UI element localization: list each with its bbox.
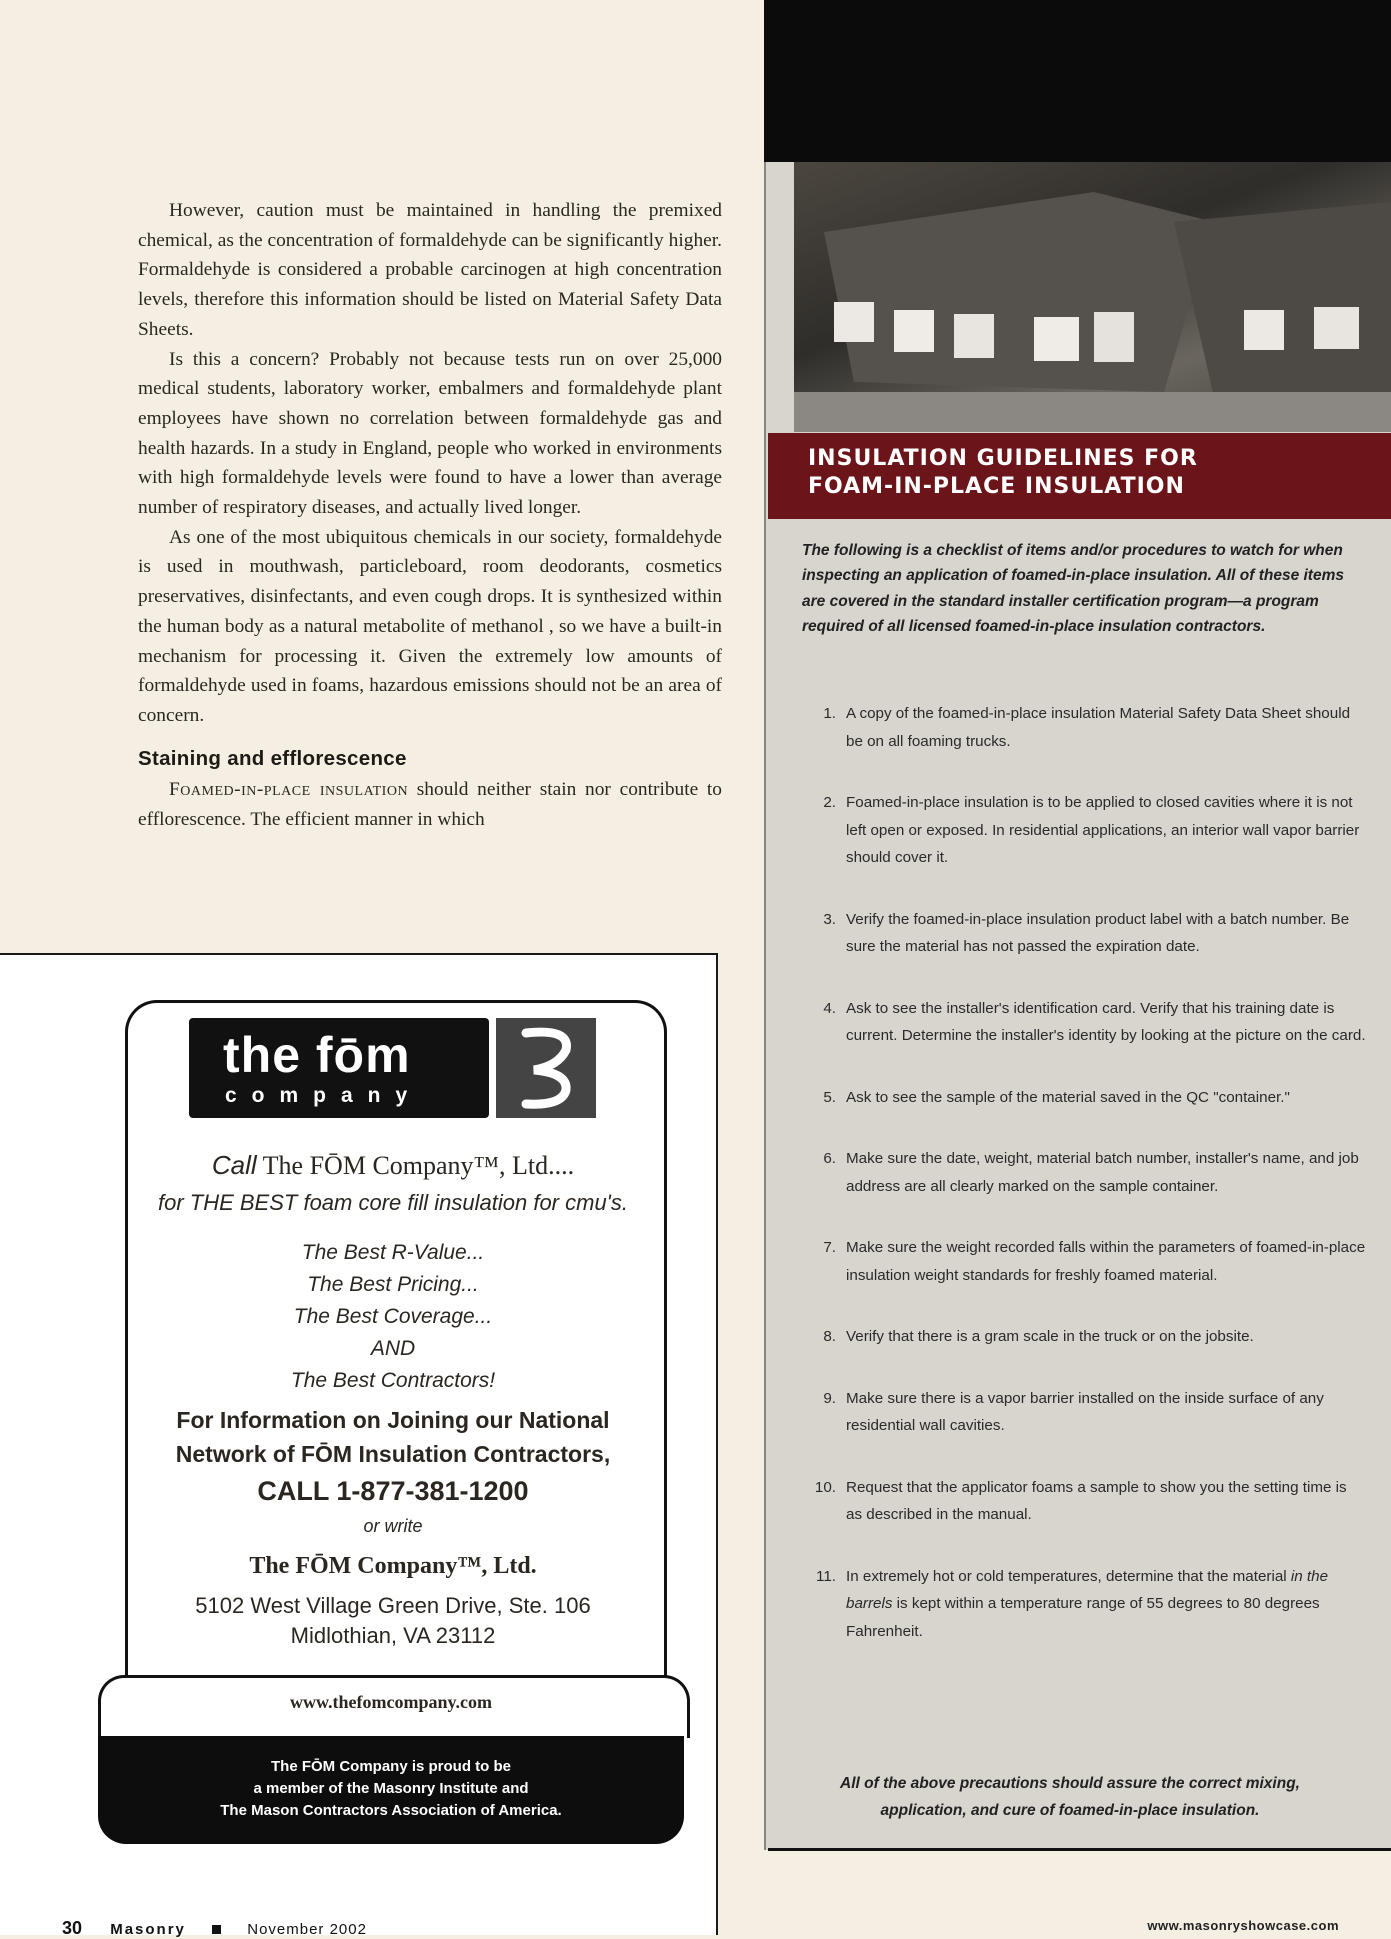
title-line: FOAM-IN-PLACE INSULATION <box>808 474 1185 499</box>
guidelines-checklist <box>806 700 1366 1679</box>
ad-call-line <box>128 1150 658 1181</box>
checklist-item <box>806 1385 1366 1440</box>
item-text: In extremely hot or cold temperatures, determine that the material <box>846 1567 1291 1585</box>
item-number: 3. <box>823 910 836 928</box>
logo-swirl-icon <box>496 1018 596 1118</box>
ad-company-name: The FŌM Company™, Ltd. <box>249 1553 537 1579</box>
paragraph-text: should neither stain nor contribute to efflorescence. The efficient manner in which <box>138 779 722 831</box>
item-text: Foamed-in-place insulation is to be applied to closed cavities where it is not left open or exposed. In residential applications, an interior wall vapor barrier should cover it. <box>846 794 1360 866</box>
article-paragraph: As one of the most ubiquitous chemicals in our society, formaldehyde is used in mouthwash, particleboard, room deodorants, cosmetics preservatives, disinfectants, and even cough drops. It is synthesized within the human body as a natural metabolite of methanol , so we have a built-in mechanism for processing it. Given the extremely low amounts of formaldehyde used in foams, hazardous emissions should not be an area of concern. <box>138 526 722 726</box>
page-number: 30 <box>62 1918 83 1938</box>
info-line: For Information on Joining our National <box>176 1407 610 1433</box>
logo-subtitle: company <box>225 1084 423 1107</box>
item-text: Make sure the date, weight, material batch number, installer's name, and job address are all clearly marked on the sample container. <box>846 1150 1359 1195</box>
item-text: Request that the applicator foams a sample to show you the setting time is as described in the manual. <box>846 1478 1347 1523</box>
article-paragraph: However, caution must be maintained in handling the premixed chemical, as the concentration of formaldehyde can be significantly higher. Formaldehyde is considered a probable carcinogen at high concentration levels, therefore this information should be listed on Material Safety Data Sheets. <box>138 200 722 340</box>
ad-bests-list <box>128 1237 658 1397</box>
item-text: is kept within a temperature range of 55 degrees to 80 degrees Fahrenheit. <box>846 1595 1320 1640</box>
article-column <box>138 196 722 835</box>
ad-footer-banner <box>98 1736 684 1844</box>
checklist-item <box>806 1145 1366 1200</box>
item-number: 10. <box>814 1478 836 1496</box>
item-text: Make sure there is a vapor barrier installed on the inside surface of any residential wall cavities. <box>846 1389 1324 1434</box>
item-text: Verify the foamed-in-place insulation product label with a batch number. Be sure the material has not passed the expiration date. <box>846 910 1350 955</box>
item-number: 11. <box>816 1567 836 1585</box>
site-url[interactable]: www.masonryshowcase.com <box>1147 1918 1339 1933</box>
issue-date: November 2002 <box>247 1921 367 1938</box>
footer-line: The FŌM Company is proud to be <box>271 1758 511 1775</box>
item-text-emphasis: in the barrels <box>846 1567 1329 1612</box>
sidebar-outro: All of the above precautions should assure the correct mixing, application, and cure of foamed-in-place insulation. <box>840 1775 1300 1819</box>
footer-line: a member of the Masonry Institute and <box>253 1780 529 1797</box>
item-text: Ask to see the sample of the material saved in the QC "container." <box>846 1088 1290 1106</box>
sidebar-title <box>768 433 1391 519</box>
item-text: Make sure the weight recorded falls within the parameters of foamed-in-place insulation weight standards for freshly foamed material. <box>846 1239 1366 1284</box>
magazine-name: Masonry <box>110 1921 186 1938</box>
call-word: Call <box>211 1150 257 1180</box>
item-number: 8. <box>823 1328 836 1345</box>
checklist-item <box>806 1323 1366 1351</box>
item-number: 4. <box>823 999 836 1017</box>
paragraph-lead-in: Foamed-in-place insulation <box>169 779 409 801</box>
call-company: The FŌM Company™, Ltd.... <box>262 1151 575 1180</box>
item-text: A copy of the foamed-in-place insulation Material Safety Data Sheet should be on all foaming trucks. <box>846 705 1351 750</box>
panel-bottom-rule <box>768 1848 1391 1851</box>
item-number: 6. <box>823 1150 836 1167</box>
item-number: 9. <box>823 1389 836 1407</box>
ad-info <box>128 1403 658 1471</box>
checklist-item <box>806 1474 1366 1529</box>
footer-line: The Mason Contractors Association of America. <box>220 1802 562 1819</box>
best-item: AND <box>370 1337 416 1360</box>
company-logo <box>189 1018 489 1118</box>
info-line: Network of FŌM Insulation Contractors, <box>175 1441 611 1467</box>
address-line: Midlothian, VA 23112 <box>290 1623 496 1648</box>
best-item: The Best Coverage... <box>293 1305 493 1328</box>
checklist-item <box>806 995 1366 1050</box>
checklist-item <box>806 906 1366 961</box>
item-text: Ask to see the installer's identification card. Verify that his training date is current. Determine the installer's identity by looking at the picture on the card. <box>846 999 1366 1044</box>
ad-website-link[interactable]: www.thefomcompany.com <box>290 1692 492 1712</box>
item-text: Verify that there is a gram scale in the truck or on the jobsite. <box>846 1328 1254 1345</box>
top-black-band <box>764 0 1391 162</box>
page-footer <box>62 1918 367 1939</box>
best-item: The Best Contractors! <box>290 1369 496 1392</box>
checklist-item <box>806 1084 1366 1112</box>
checklist-item <box>806 700 1366 755</box>
ad-address <box>128 1591 658 1651</box>
item-number: 5. <box>823 1088 836 1106</box>
section-heading: Staining and efflorescence <box>138 746 407 770</box>
item-number: 2. <box>823 794 836 811</box>
item-number: 1. <box>823 705 836 722</box>
article-paragraph: Is this a concern? Probably not because tests run on over 25,000 medical students, laboratory worker, embalmers and formaldehyde plant employees have shown no correlation between formaldehyde gas and health hazards. In a study in England, people who worked in environments with high formaldehyde levels were found to have a lower than average number of respiratory diseases, and actually lived longer. <box>138 348 722 519</box>
title-line: INSULATION GUIDELINES FOR <box>808 446 1198 471</box>
article-paragraph <box>138 775 722 834</box>
item-number: 7. <box>823 1239 836 1256</box>
logo-wordmark: the fōm <box>223 1027 411 1083</box>
ad-phone[interactable]: CALL 1-877-381-1200 <box>257 1476 529 1506</box>
ad-tagline: for THE BEST foam core fill insulation for cmu's. <box>157 1190 628 1215</box>
sidebar-intro: The following is a checklist of items and/or procedures to watch for when inspecting an application of foamed-in-place insulation. All of these items are covered in the standard installer certification program—a program required of all licensed foamed-in-place insulation contractors. <box>802 542 1344 635</box>
checklist-item <box>806 1234 1366 1289</box>
address-line: 5102 West Village Green Drive, Ste. 106 <box>195 1593 591 1618</box>
checklist-item <box>806 1563 1366 1646</box>
checklist-item <box>806 789 1366 872</box>
best-item: The Best R-Value... <box>301 1241 485 1264</box>
ad-or-write: or write <box>363 1516 423 1536</box>
foam-block-photo <box>794 162 1391 432</box>
best-item: The Best Pricing... <box>307 1273 479 1296</box>
